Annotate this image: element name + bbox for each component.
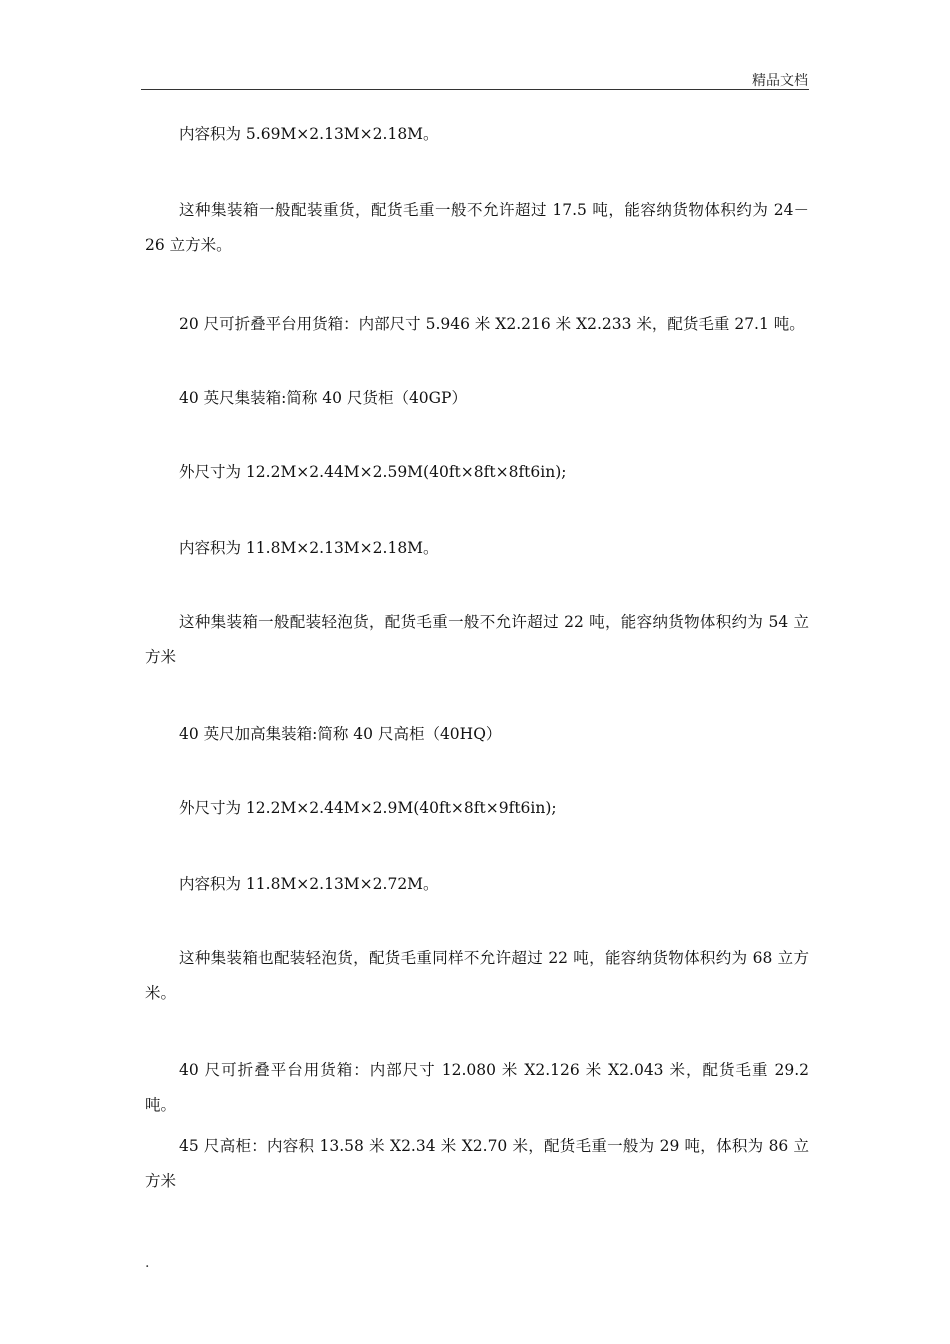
paragraph: 外尺寸为 12.2M×2.44M×2.59M(40ft×8ft×8ft6in); bbox=[179, 463, 567, 481]
paragraph: 这种集装箱一般配装重货，配货毛重一般不允许超过 17.5 吨，能容纳货物体积约为 24－26 立方米。 bbox=[145, 201, 809, 254]
header-label: 精品文档 bbox=[752, 73, 808, 89]
paragraph: 40 英尺集装箱:简称 40 尺货柜（40GP） bbox=[179, 389, 467, 407]
paragraph: 内容积为 11.8M×2.13M×2.72M。 bbox=[179, 875, 439, 893]
paragraph: 内容积为 11.8M×2.13M×2.18M。 bbox=[179, 539, 439, 557]
footer-mark: . bbox=[145, 1255, 150, 1271]
paragraph: 40 尺可折叠平台用货箱：内部尺寸 12.080 米 X2.126 米 X2.043 米，配货毛重 29.2 吨。 bbox=[145, 1061, 809, 1114]
header-divider bbox=[141, 89, 809, 90]
paragraph: 外尺寸为 12.2M×2.44M×2.9M(40ft×8ft×9ft6in); bbox=[179, 799, 557, 817]
paragraph: 45 尺高柜：内容积 13.58 米 X2.34 米 X2.70 米，配货毛重一般为 29 吨，体积为 86 立方米 bbox=[145, 1137, 809, 1190]
paragraph: 这种集装箱也配装轻泡货，配货毛重同样不允许超过 22 吨，能容纳货物体积约为 68 立方米。 bbox=[145, 949, 809, 1002]
paragraph: 内容积为 5.69M×2.13M×2.18M。 bbox=[179, 125, 439, 143]
paragraph: 40 英尺加高集装箱:简称 40 尺高柜（40HQ） bbox=[179, 725, 502, 743]
paragraph: 这种集装箱一般配装轻泡货，配货毛重一般不允许超过 22 吨，能容纳货物体积约为 54 立方米 bbox=[145, 613, 809, 666]
paragraph: 20 尺可折叠平台用货箱：内部尺寸 5.946 米 X2.216 米 X2.233 米，配货毛重 27.1 吨。 bbox=[179, 315, 805, 333]
